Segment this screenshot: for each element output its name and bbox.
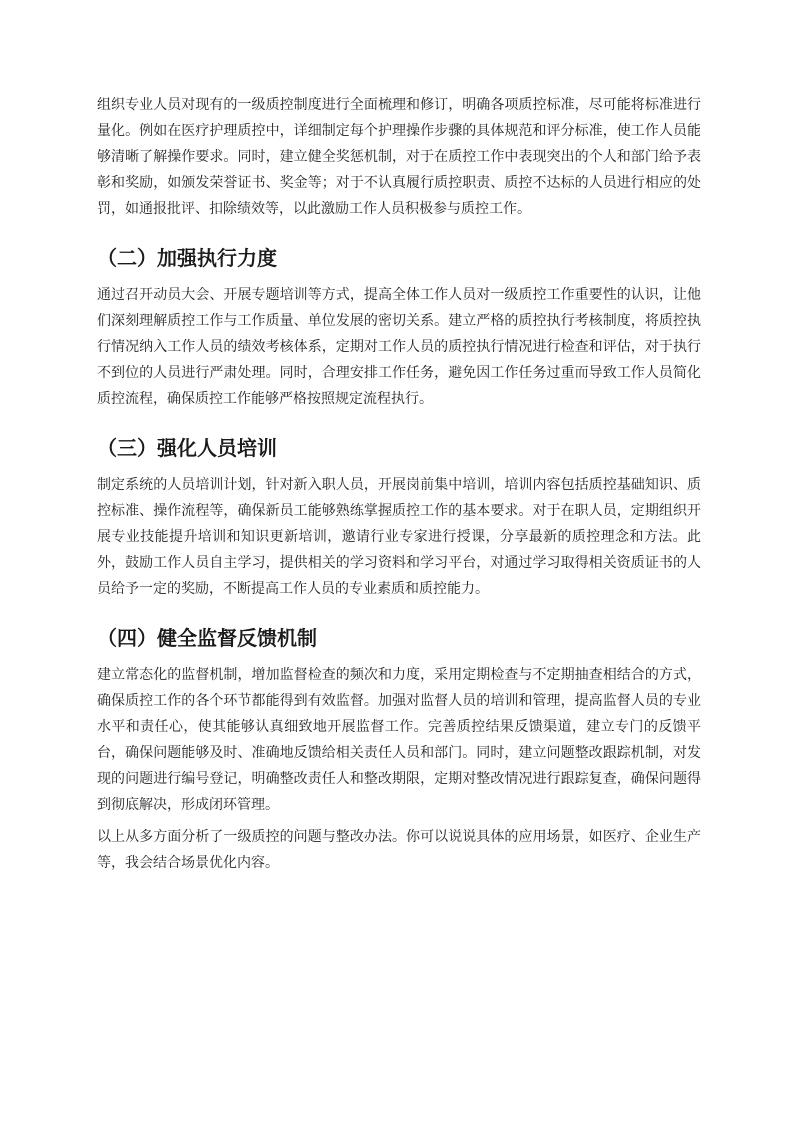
document-body [97,92,701,876]
paragraph-execution: 通过召开动员大会、开展专题培训等方式，提高全体工作人员对一级质控工作重要性的认识，让他们深刻理解质控工作与工作质量、单位发展的密切关系。建立严格的质控执行考核制度，将质控执行情况纳入工作人员的绩效考核体系，定期对工作人员的质控执行情况进行检查和评估，对于执行不到位的人员进行严肃处理。同时，合理安排工作任务，避免因工作任务过重而导致工作人员简化质控流程，确保质控工作能够严格按照规定流程执行。 [97,287,701,407]
section-heading-training: （三）强化人员培训 [97,436,277,460]
paragraph-supervision: 建立常态化的监督机制，增加监督检查的频次和力度，采用定期检查与不定期抽查相结合的方式，确保质控工作的各个环节都能得到有效监督。加强对监督人员的培训和管理，提高监督人员的专业水平和责任心，使其能够认真细致地开展监督工作。完善质控结果反馈渠道，建立专门的反馈平台，确保问题能够及时、准确地反馈给相关责任人员和部门。同时，建立问题整改跟踪机制，对发现的问题进行编号登记，明确整改责任人和整改期限，定期对整改情况进行跟踪复查，确保问题得到彻底解决，形成闭环管理。 [97,667,701,813]
paragraph-training: 制定系统的人员培训计划，针对新入职人员，开展岗前集中培训，培训内容包括质控基础知识、质控标准、操作流程等，确保新员工能够熟练掌握质控工作的基本要求。对于在职人员，定期组织开展专业技能提升培训和知识更新培训，邀请行业专家进行授课，分享最新的质控理念和方法。此外，鼓励工作人员自主学习，提供相关的学习资料和学习平台，对通过学习取得相关资质证书的人员给予一定的奖励，不断提高工作人员的专业素质和质控能力。 [97,477,701,597]
paragraph-closing: 以上从多方面分析了一级质控的问题与整改办法。你可以说说具体的应用场景，如医疗、企业生产等，我会结合场景优化内容。 [97,829,701,871]
section-heading-execution: （二）加强执行力度 [97,246,277,270]
paragraph-standards: 组织专业人员对现有的一级质控制度进行全面梳理和修订，明确各项质控标准，尽可能将标准进行量化。例如在医疗护理质控中，详细制定每个护理操作步骤的具体规范和评分标准，使工作人员能够清晰了解操作要求。同时，建立健全奖惩机制，对于在质控工作中表现突出的个人和部门给予表彰和奖励，如颁发荣誉证书、奖金等；对于不认真履行质控职责、质控不达标的人员进行相应的处罚，如通报批评、扣除绩效等，以此激励工作人员积极参与质控工作。 [97,97,701,217]
section-heading-supervision: （四）健全监督反馈机制 [97,626,317,650]
